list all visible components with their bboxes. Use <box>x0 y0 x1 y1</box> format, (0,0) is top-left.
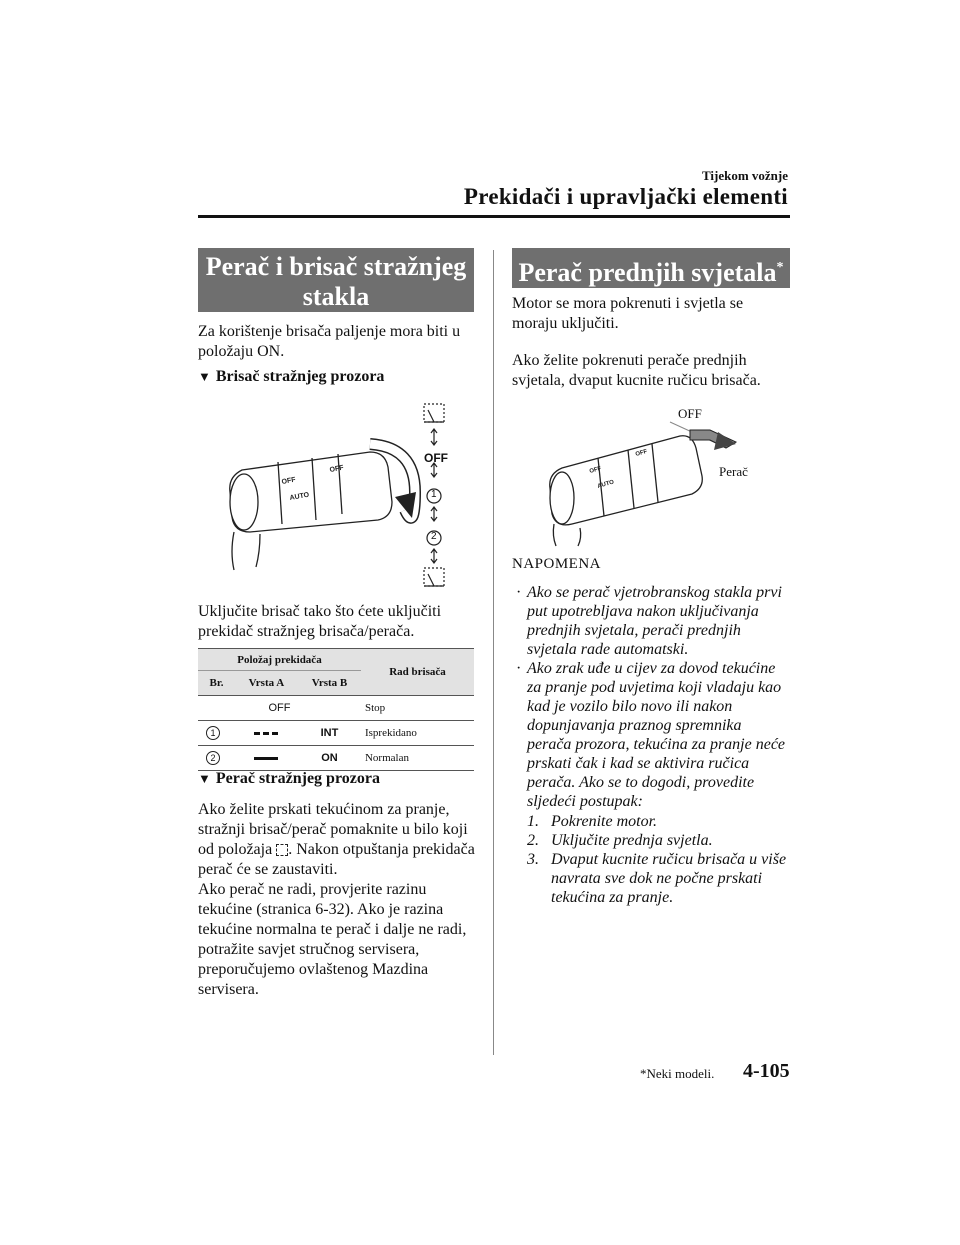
table-row <box>198 721 474 746</box>
running-head-title: Prekidači i upravljački elementi <box>463 184 788 209</box>
step-number: 1. <box>527 813 539 830</box>
table-cell-type-a <box>235 721 298 746</box>
step-list <box>527 812 787 907</box>
step-item <box>527 812 787 831</box>
headlight-para-1: Motor se mora pokrenuti i svjetla se moraju uključiti. <box>512 295 744 332</box>
note-item <box>516 583 788 659</box>
table-row <box>198 696 474 721</box>
washer-text-b: . Nakon otpuštanja prekidača perač će se zaustaviti. <box>198 841 475 878</box>
table-cell-no <box>198 746 235 771</box>
triangle-bullet-icon: ▼ <box>198 771 211 786</box>
diagram-label-off: OFF <box>678 406 702 421</box>
headlight-para-2: Ako želite pokrenuti perače prednjih svjetala, dvaput kucnite ručicu brisača. <box>512 352 761 389</box>
table-cell-type-b: ON <box>298 746 361 771</box>
normal-symbol-icon <box>254 757 278 760</box>
table-cell-type-b: INT <box>298 721 361 746</box>
footnote: *Neki modeli. <box>640 1066 715 1081</box>
note-item <box>516 659 788 811</box>
header-rule <box>198 215 790 218</box>
step-text: Dvaput kucnite ručicu brisača u više navrata sve dok ne počne prskati tekućina za pranje. <box>551 851 787 906</box>
note-title: NAPOMENA <box>512 556 602 572</box>
table-cell-off: OFF <box>198 696 361 721</box>
table-header-position: Položaj prekidača <box>198 649 361 671</box>
section-banner-rear-washer: Perač i brisač stražnjeg stakla <box>198 248 474 312</box>
page-number: 4-105 <box>743 1060 790 1082</box>
washer-trouble-text: Ako perač ne radi, provjerite razinu tekućine (stranica 6-32). Ako je razina tekućine normalna te perač i dalje ne radi, potražite savjet stručnog servisera, preporučujemo ovlaštenog Mazdina servisera. <box>198 881 467 998</box>
diagram-callout-2: 2 <box>431 531 437 542</box>
subheading-text: Perač stražnjeg prozora <box>215 770 380 787</box>
step-item <box>527 850 787 907</box>
table-cell-op: Normalan <box>361 746 474 771</box>
washer-paragraph <box>198 800 480 1000</box>
step-number: 2. <box>527 832 539 849</box>
svg-text:OFF: OFF <box>588 465 603 475</box>
step-number: 3. <box>527 851 539 868</box>
diagram-label-washer: Perač <box>719 464 748 479</box>
instruction-paragraph: Uključite brisač tako što ćete uključiti prekidač stražnjeg brisača/perača. <box>198 603 442 640</box>
running-head-subtitle: Tijekom vožnje <box>701 168 788 183</box>
table-header-type-b: Vrsta B <box>298 671 361 696</box>
section-banner-headlight-washer <box>512 248 790 288</box>
diagram-callout-1: 1 <box>431 489 437 500</box>
svg-text:AUTO: AUTO <box>289 491 310 502</box>
table-cell-no <box>198 721 235 746</box>
note-text: Ako se perač vjetrobranskog stakla prvi put upotrebljava nakon uključivanja prednjih svjetala, perači prednjih svjetala rade automatski. <box>527 584 782 658</box>
table-cell-type-a <box>235 746 298 771</box>
washer-text-a: Ako želite prskati tekućinom za pranje, stražnji brisač/perač pomaknite u bilo koji od položaja <box>198 801 468 858</box>
asterisk-mark: * <box>776 260 784 275</box>
intro-paragraph: Za korištenje brisača paljenje mora biti u položaju ON. <box>198 323 461 360</box>
note-text: Ako zrak uđe u cijev za dovod tekućine za pranje pod uvjetima koji vladaju kao kad je vozilo bilo novo ili nakon dopunjavanja praznog spremnika perača prozora, tekućina za pranje neće prskati čak i kad se aktivira ručica perača. Ako se to dogodi, provedite sljedeći postupak: <box>527 660 786 810</box>
step-text: Pokrenite motor. <box>551 813 658 830</box>
bullet-icon: · <box>516 660 522 677</box>
step-item <box>527 831 787 850</box>
table-header-no: Br. <box>198 671 235 696</box>
subheading-rear-washer <box>198 770 380 788</box>
table-cell-op: Stop <box>361 696 474 721</box>
subheading-text: Brisač stražnjeg prozora <box>215 368 385 385</box>
table-header-operation: Rad brisača <box>361 649 474 696</box>
table-cell-op: Isprekidano <box>361 721 474 746</box>
rear-wiper-lever-diagram <box>220 392 460 592</box>
step-text: Uključite prednja svjetla. <box>551 832 713 849</box>
wiper-position-table <box>198 648 474 771</box>
svg-text:OFF: OFF <box>281 476 297 486</box>
circled-number-icon: 1 <box>206 726 220 740</box>
intermittent-symbol-icon <box>254 732 278 735</box>
subheading-rear-wiper <box>198 368 384 386</box>
svg-text:OFF: OFF <box>329 464 345 474</box>
table-row <box>198 746 474 771</box>
washer-symbol-icon <box>276 844 288 856</box>
diagram-label-off: OFF <box>424 451 448 465</box>
bullet-icon: · <box>516 584 522 601</box>
triangle-bullet-icon: ▼ <box>198 369 211 384</box>
table-header-type-a: Vrsta A <box>235 671 298 696</box>
banner-text: Perač prednjih svjetala <box>518 258 777 287</box>
circled-number-icon: 2 <box>206 751 220 765</box>
column-divider <box>493 250 494 1055</box>
svg-text:OFF: OFF <box>634 448 649 458</box>
svg-text:AUTO: AUTO <box>596 479 615 490</box>
